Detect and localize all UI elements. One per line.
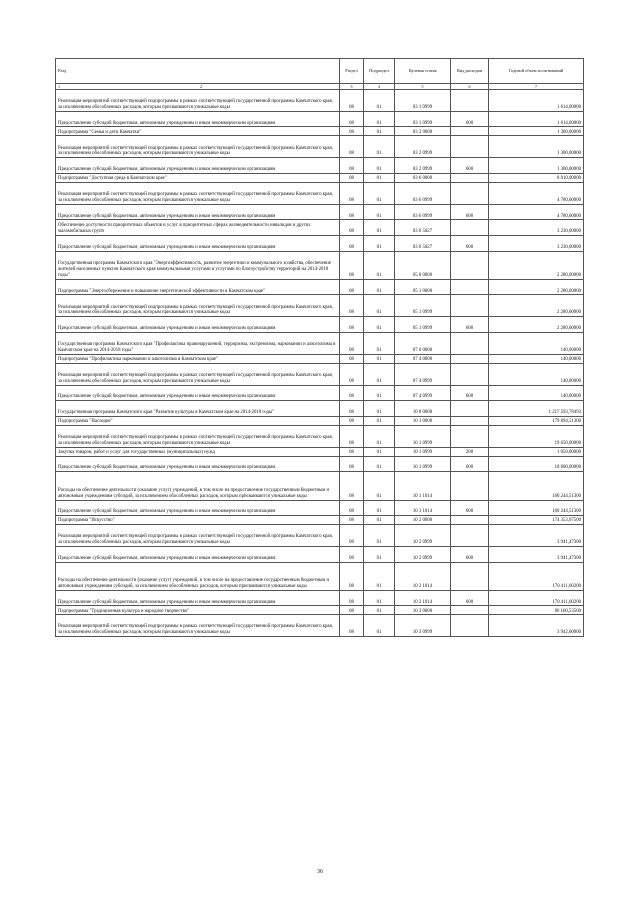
row-amount: 19 650,00000 [489, 425, 584, 447]
row-amount: 170 411,60200 [489, 562, 584, 590]
row-article: 05 1 0000 [395, 279, 451, 295]
table-row [56, 295, 584, 317]
table-row [56, 401, 584, 417]
row-subsection: 01 [364, 204, 395, 220]
header-subsection: Подраздел [364, 59, 395, 84]
row-section: 08 [340, 606, 364, 615]
table-row [56, 127, 584, 136]
table-header-row [56, 59, 584, 84]
table-row [56, 136, 584, 158]
row-article: 03 1 0999 [395, 111, 451, 127]
table-row [56, 279, 584, 295]
row-article: 03 1 0999 [395, 90, 451, 112]
row-amount: 179 894,51300 [489, 416, 584, 425]
row-name: Реализация мероприятий соответствующей подпрограммы в рамках соответствующей государственной программы Камчатского края, за исключением обособленных расходов, которым присваиваются уникальные коды [56, 615, 340, 637]
row-expense-type [451, 295, 489, 317]
row-article: 10 3 0000 [395, 606, 451, 615]
row-name: Реализация мероприятий соответствующей подпрограммы в рамках соответствующей государственной программы Камчатского края, за исключением обособленных расходов, которым присваиваются уникальные коды [56, 425, 340, 447]
row-subsection: 01 [364, 363, 395, 385]
table-row [56, 173, 584, 182]
row-section: 08 [340, 516, 364, 525]
row-subsection: 01 [364, 615, 395, 637]
row-name: Расходы на обеспечение деятельности (оказание услуг) учреждений, в том числе на предоставление государственным бюджетным и автономным учреждениям субсидий, за исключением обособленных расходов, которым присваиваются уникальные коды [56, 472, 340, 500]
row-amount: 1 360,00000 [489, 136, 584, 158]
table-row [56, 332, 584, 354]
row-expense-type [451, 182, 489, 204]
row-expense-type [451, 279, 489, 295]
row-section: 08 [340, 279, 364, 295]
row-article: 03 6 0000 [395, 173, 451, 182]
page-number: 36 [317, 869, 323, 875]
row-section: 08 [340, 158, 364, 174]
row-article: 10 1 0999 [395, 456, 451, 472]
table-row [56, 220, 584, 236]
table-row [56, 317, 584, 333]
row-article: 03 6 5027 [395, 236, 451, 252]
column-number: 5 [395, 84, 451, 90]
row-expense-type: 600 [451, 158, 489, 174]
table-row [56, 606, 584, 615]
row-amount: 140,00000 [489, 363, 584, 385]
row-article: 10 3 0999 [395, 615, 451, 637]
table-row [56, 363, 584, 385]
row-section: 08 [340, 385, 364, 401]
row-expense-type [451, 127, 489, 136]
row-section: 08 [340, 416, 364, 425]
row-name: Предоставление субсидий бюджетным, автономным учреждениям и иным некоммерческим организациям [56, 385, 340, 401]
table-row [56, 251, 584, 279]
row-amount: 2 280,00000 [489, 279, 584, 295]
row-amount: 4 780,00000 [489, 204, 584, 220]
row-section: 08 [340, 500, 364, 516]
row-amount: 140,00000 [489, 332, 584, 354]
row-name: Подпрограмма "Энергосбережение и повышение энергетической эффективности в Камчатском крае" [56, 279, 340, 295]
row-section: 08 [340, 127, 364, 136]
row-amount: 1 614,00000 [489, 90, 584, 112]
row-section: 08 [340, 456, 364, 472]
header-amount: Годовой объем ассигнований [489, 59, 584, 84]
row-name: Предоставление субсидий бюджетным, автономным учреждениям и иным некоммерческим организациям [56, 111, 340, 127]
table-row [56, 500, 584, 516]
row-article: 03 2 0999 [395, 158, 451, 174]
column-number: 6 [451, 84, 489, 90]
row-subsection: 01 [364, 90, 395, 112]
row-amount: 170 411,60200 [489, 590, 584, 606]
row-expense-type: 200 [451, 447, 489, 456]
table-row [56, 590, 584, 606]
table-row [56, 425, 584, 447]
row-subsection: 01 [364, 295, 395, 317]
row-subsection: 01 [364, 127, 395, 136]
header-section: Раздел [340, 59, 364, 84]
row-expense-type [451, 136, 489, 158]
row-amount: 3 230,00000 [489, 220, 584, 236]
row-subsection: 01 [364, 111, 395, 127]
row-subsection: 01 [364, 332, 395, 354]
table-row [56, 354, 584, 363]
row-subsection: 01 [364, 385, 395, 401]
row-name: Предоставление субсидий бюджетным, автономным учреждениям и иным некоммерческим организациям [56, 204, 340, 220]
column-number: 4 [364, 84, 395, 90]
row-expense-type: 600 [451, 385, 489, 401]
row-section: 08 [340, 447, 364, 456]
table-body [56, 90, 584, 637]
row-article: 07 4 0999 [395, 385, 451, 401]
row-expense-type: 600 [451, 547, 489, 563]
table-row [56, 204, 584, 220]
budget-table [55, 58, 584, 637]
table-row [56, 158, 584, 174]
row-article: 03 6 0999 [395, 204, 451, 220]
row-amount: 80 160,53500 [489, 606, 584, 615]
row-amount: 3 230,00000 [489, 236, 584, 252]
header-article: Целевая статья [395, 59, 451, 84]
table-row [56, 547, 584, 563]
row-name: Подпрограмма "Традиционная культура и народное творчество" [56, 606, 340, 615]
row-amount: 4 780,00000 [489, 182, 584, 204]
row-section: 08 [340, 472, 364, 500]
row-expense-type [451, 251, 489, 279]
row-article: 03 2 0000 [395, 127, 451, 136]
row-section: 08 [340, 236, 364, 252]
row-subsection: 01 [364, 136, 395, 158]
row-section: 08 [340, 173, 364, 182]
row-article: 10 1 0000 [395, 416, 451, 425]
table-row [56, 90, 584, 112]
row-expense-type [451, 606, 489, 615]
row-article: 10 1 0999 [395, 425, 451, 447]
row-amount: 140,00000 [489, 354, 584, 363]
row-amount: 160 244,51300 [489, 472, 584, 500]
row-section: 08 [340, 182, 364, 204]
row-article: 10 2 1014 [395, 590, 451, 606]
row-amount: 18 600,00000 [489, 456, 584, 472]
row-expense-type [451, 615, 489, 637]
row-name: Реализация мероприятий соответствующей подпрограммы в рамках соответствующей государственной программы Камчатского края, за исключением обособленных расходов, которым присваиваются уникальные коды [56, 295, 340, 317]
row-subsection: 01 [364, 562, 395, 590]
row-subsection: 01 [364, 236, 395, 252]
row-section: 08 [340, 332, 364, 354]
row-expense-type: 600 [451, 111, 489, 127]
row-name: Закупка товаров, работ и услуг для государственных (муниципальных) нужд [56, 447, 340, 456]
row-expense-type: 600 [451, 590, 489, 606]
row-name: Подпрограмма "Наследие" [56, 416, 340, 425]
row-section: 08 [340, 317, 364, 333]
row-expense-type [451, 173, 489, 182]
row-subsection: 01 [364, 251, 395, 279]
row-expense-type: 600 [451, 500, 489, 516]
row-subsection: 01 [364, 416, 395, 425]
row-article: 05 1 0999 [395, 295, 451, 317]
row-subsection: 01 [364, 547, 395, 563]
row-subsection: 01 [364, 220, 395, 236]
row-section: 08 [340, 590, 364, 606]
row-name: Реализация мероприятий соответствующей подпрограммы в рамках соответствующей государственной программы Камчатского края, за исключением обособленных расходов, которым присваиваются уникальные коды [56, 136, 340, 158]
row-subsection: 01 [364, 425, 395, 447]
row-expense-type [451, 90, 489, 112]
row-expense-type: 600 [451, 236, 489, 252]
row-section: 08 [340, 562, 364, 590]
table-row [56, 615, 584, 637]
column-number: 1 2 [56, 84, 340, 90]
table-row [56, 385, 584, 401]
row-subsection: 01 [364, 525, 395, 547]
row-section: 08 [340, 401, 364, 417]
row-name: Реализация мероприятий соответствующей подпрограммы в рамках соответствующей государственной программы Камчатского края, за исключением обособленных расходов, которым присваиваются уникальные коды [56, 525, 340, 547]
row-section: 08 [340, 363, 364, 385]
table-row [56, 416, 584, 425]
row-section: 08 [340, 90, 364, 112]
row-article: 03 6 0999 [395, 182, 451, 204]
row-section: 08 [340, 525, 364, 547]
row-name: Обеспечение доступности приоритетных объектов и услуг в приоритетных сферах жизнедеятельности инвалидов и других маломобильных групп [56, 220, 340, 236]
row-article: 10 2 0999 [395, 525, 451, 547]
row-amount: 2 280,00000 [489, 317, 584, 333]
row-subsection: 01 [364, 401, 395, 417]
row-article: 10 2 1014 [395, 562, 451, 590]
row-amount: 1 217 593,78493 [489, 401, 584, 417]
row-amount: 2 280,00000 [489, 295, 584, 317]
row-name: Предоставление субсидий бюджетным, автономным учреждениям и иным некоммерческим организациям [56, 158, 340, 174]
row-amount: 3 941,47300 [489, 525, 584, 547]
table-row [56, 111, 584, 127]
row-expense-type [451, 472, 489, 500]
row-amount: 1 050,00000 [489, 447, 584, 456]
row-name: Предоставление субсидий бюджетным, автономным учреждениям и иным некоммерческим организациям [56, 590, 340, 606]
row-name: Подпрограмма "Профилактика наркомании и алкоголизма в Камчатском крае" [56, 354, 340, 363]
row-expense-type [451, 363, 489, 385]
row-subsection: 01 [364, 447, 395, 456]
row-name: Государственная программа Камчатского края "Профилактика правонарушений, терроризма, экстремизма, наркомании и алкоголизма в Камчатском крае на 2014-2018 годы" [56, 332, 340, 354]
row-amount: 2 280,00000 [489, 251, 584, 279]
row-article: 10 2 0000 [395, 516, 451, 525]
row-article: 03 6 5027 [395, 220, 451, 236]
row-expense-type: 600 [451, 204, 489, 220]
row-section: 08 [340, 615, 364, 637]
table-row [56, 562, 584, 590]
row-expense-type [451, 220, 489, 236]
row-subsection: 01 [364, 173, 395, 182]
row-expense-type [451, 425, 489, 447]
row-subsection: 01 [364, 317, 395, 333]
row-name: Государственная программа Камчатского края "Развитие культуры в Камчатском крае на 2014-2018 годы" [56, 401, 340, 417]
column-number: 7 [489, 84, 584, 90]
row-expense-type [451, 525, 489, 547]
row-amount: 160 244,51300 [489, 500, 584, 516]
table-row [56, 447, 584, 456]
row-article: 10 2 0999 [395, 547, 451, 563]
row-name: Реализация мероприятий соответствующей подпрограммы в рамках соответствующей государственной программы Камчатского края, за исключением обособленных расходов, которым присваиваются уникальные коды [56, 90, 340, 112]
row-section: 08 [340, 204, 364, 220]
row-section: 08 [340, 295, 364, 317]
table-row [56, 236, 584, 252]
row-expense-type [451, 562, 489, 590]
row-expense-type [451, 354, 489, 363]
row-amount: 3 941,47300 [489, 547, 584, 563]
row-section: 08 [340, 425, 364, 447]
row-name: Реализация мероприятий соответствующей подпрограммы в рамках соответствующей государственной программы Камчатского края, за исключением обособленных расходов, которым присваиваются уникальные коды [56, 182, 340, 204]
table-row [56, 525, 584, 547]
row-article: 05 0 0000 [395, 251, 451, 279]
row-expense-type [451, 401, 489, 417]
row-section: 08 [340, 111, 364, 127]
row-expense-type: 600 [451, 317, 489, 333]
row-name: Предоставление субсидий бюджетным, автономным учреждениям и иным некоммерческим организациям [56, 236, 340, 252]
row-subsection: 01 [364, 354, 395, 363]
row-subsection: 01 [364, 472, 395, 500]
header-name: Разд [56, 59, 340, 84]
row-article: 07 0 0000 [395, 332, 451, 354]
table-row [56, 456, 584, 472]
row-amount: 1 360,00000 [489, 127, 584, 136]
row-article: 07 4 0000 [395, 354, 451, 363]
row-name: Государственная программа Камчатского края "Энергоэффективность, развитие энергетики и коммунального хозяйства, обеспечение жителей населенных пунктов Камчатского края коммунальными услугами и услугами по благоустройству территорий на 2014-2018 годы" [56, 251, 340, 279]
row-amount: 3 942,00000 [489, 615, 584, 637]
row-article: 10 1 0999 [395, 447, 451, 456]
row-subsection: 01 [364, 456, 395, 472]
row-section: 08 [340, 251, 364, 279]
row-amount: 8 010,00000 [489, 173, 584, 182]
row-expense-type [451, 332, 489, 354]
row-name: Подпрограмма "Искусство" [56, 516, 340, 525]
row-amount: 140,00000 [489, 385, 584, 401]
row-amount: 174 353,07500 [489, 516, 584, 525]
row-article: 10 1 1014 [395, 500, 451, 516]
row-expense-type [451, 416, 489, 425]
row-name: Предоставление субсидий бюджетным, автономным учреждениям и иным некоммерческим организациям [56, 456, 340, 472]
row-section: 08 [340, 354, 364, 363]
row-name: Подпрограмма "Семья и дети Камчатки" [56, 127, 340, 136]
row-article: 03 2 0999 [395, 136, 451, 158]
row-subsection: 01 [364, 516, 395, 525]
row-subsection: 01 [364, 500, 395, 516]
row-subsection: 01 [364, 606, 395, 615]
row-expense-type [451, 516, 489, 525]
row-name: Расходы на обеспечение деятельности (оказание услуг) учреждений, в том числе на предоставление государственным бюджетным и автономным учреждениям субсидий, за исключением обособленных расходов, которым присваиваются уникальные коды [56, 562, 340, 590]
table-row [56, 516, 584, 525]
row-name: Предоставление субсидий бюджетным, автономным учреждениям и иным некоммерческим организациям [56, 500, 340, 516]
document-page [55, 58, 583, 637]
row-article: 10 1 1014 [395, 472, 451, 500]
header-expense-type: Вид расходов [451, 59, 489, 84]
row-article: 07 4 0999 [395, 363, 451, 385]
row-section: 08 [340, 136, 364, 158]
row-subsection: 01 [364, 279, 395, 295]
table-row [56, 182, 584, 204]
row-section: 08 [340, 220, 364, 236]
table-row [56, 472, 584, 500]
row-section: 08 [340, 547, 364, 563]
row-expense-type: 600 [451, 456, 489, 472]
row-name: Предоставление субсидий бюджетным, автономным учреждениям и иным некоммерческим организациям [56, 547, 340, 563]
row-amount: 1 360,00000 [489, 158, 584, 174]
row-amount: 1 614,00000 [489, 111, 584, 127]
row-name: Реализация мероприятий соответствующей подпрограммы в рамках соответствующей государственной программы Камчатского края, за исключением обособленных расходов, которым присваиваются уникальные коды [56, 363, 340, 385]
row-name: Подпрограмма "Доступная среда в Камчатском крае" [56, 173, 340, 182]
row-subsection: 01 [364, 158, 395, 174]
row-subsection: 01 [364, 590, 395, 606]
row-article: 10 0 0000 [395, 401, 451, 417]
row-name: Предоставление субсидий бюджетным, автономным учреждениям и иным некоммерческим организациям [56, 317, 340, 333]
row-article: 05 1 0999 [395, 317, 451, 333]
column-number: 3 [340, 84, 364, 90]
row-subsection: 01 [364, 182, 395, 204]
